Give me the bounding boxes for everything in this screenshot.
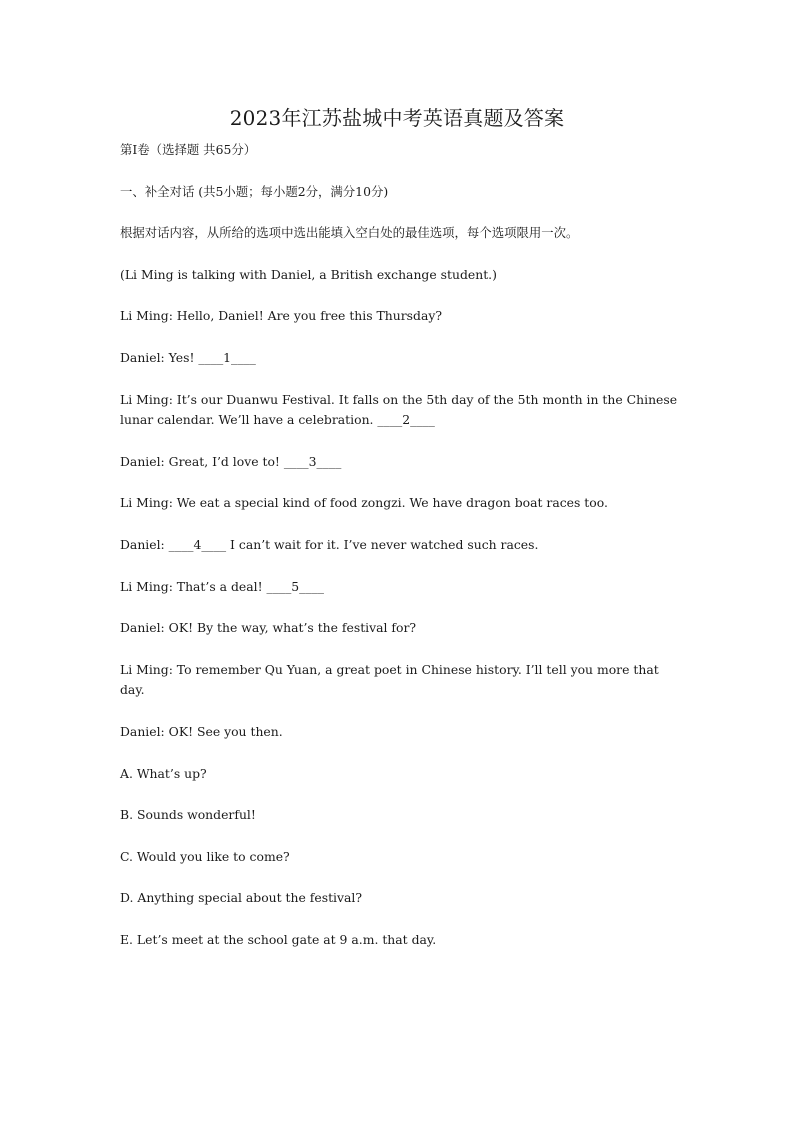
dialogue-line: Li Ming: It’s our Duanwu Festival. It falls on the 5th day of the 5th month in the Chinese lunar calendar. We’ll have a celebration. ____2____	[120, 391, 678, 428]
dialogue-line: Li Ming: To remember Qu Yuan, a great poet in Chinese history. I’ll tell you more that day.	[120, 661, 659, 698]
option-e: E. Let’s meet at the school gate at 9 a.m. that day.	[120, 931, 437, 947]
dialogue-context: (Li Ming is talking with Daniel, a British exchange student.)	[120, 266, 497, 282]
instruction: 根据对话内容，从所给的选项中选出能填入空白处的最佳选项，每个选项限用一次。	[120, 225, 579, 241]
option-a: A. What’s up?	[120, 765, 207, 781]
option-c: C. Would you like to come?	[120, 848, 290, 864]
option-d: D. Anything special about the festival?	[120, 890, 363, 906]
dialogue-line: Daniel: OK! See you then.	[120, 723, 283, 739]
section-heading: 一、补全对话 (共5小题；每小题2分，满分10分)	[120, 183, 389, 199]
part-heading: 第Ⅰ卷（选择题 共65分）	[120, 142, 257, 157]
dialogue-line: Daniel: ____4____ I can’t wait for it. I’ve never watched such races.	[120, 536, 539, 552]
document-body	[120, 140, 680, 950]
option-b: B. Sounds wonderful!	[120, 807, 256, 823]
dialogue-line: Daniel: Yes! ____1____	[120, 349, 256, 365]
page-title: 2023年江苏盐城中考英语真题及答案	[229, 106, 565, 130]
dialogue-line: Li Ming: That’s a deal! ____5____	[120, 578, 324, 594]
dialogue-line: Daniel: Great, I’d love to! ____3____	[120, 453, 342, 469]
dialogue-line: Daniel: OK! By the way, what’s the festival for?	[120, 620, 417, 636]
dialogue-line: Li Ming: Hello, Daniel! Are you free this Thursday?	[120, 308, 443, 324]
dialogue-line: Li Ming: We eat a special kind of food zongzi. We have dragon boat races too.	[120, 495, 608, 511]
